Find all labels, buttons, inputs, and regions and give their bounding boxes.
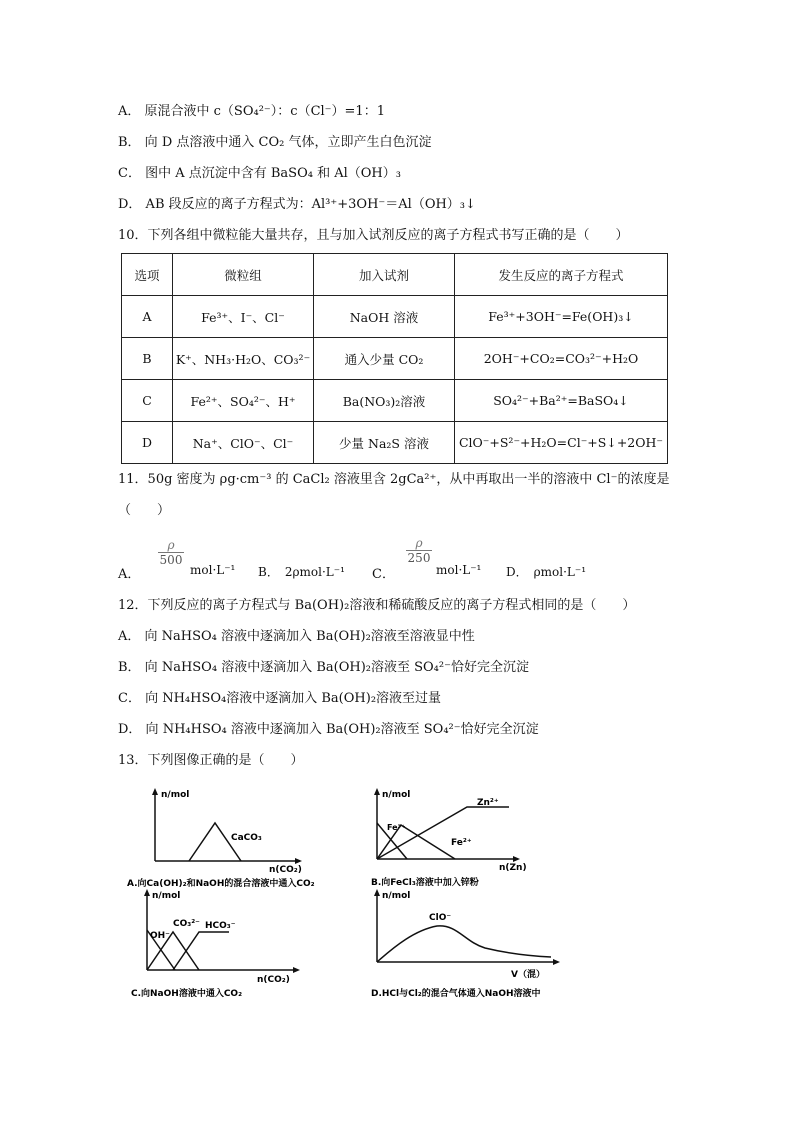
table-cell: Fe³⁺、I⁻、Cl⁻ — [173, 296, 314, 338]
table-cell: Ba(NO₃)₂溶液 — [314, 380, 455, 422]
x-axis-label: n(CO₂) — [257, 975, 290, 985]
fraction-numerator: ρ — [167, 538, 175, 552]
q9-option-b: B． 向 D 点溶液中通入 CO₂ 气体，立即产生白色沉淀 — [118, 135, 432, 150]
q11-stem: 11．50g 密度为 ρg·cm⁻³ 的 CaCl₂ 溶液里含 2gCa²⁺，从中再取出一半的溶液中 Cl⁻的浓度是 — [118, 472, 670, 487]
q11-option-a-unit: mol·L⁻¹ — [190, 563, 236, 577]
x-axis-arrow — [513, 856, 520, 862]
graph-d — [365, 886, 610, 1001]
series-label-fe2: Fe²⁺ — [451, 838, 472, 848]
y-axis-arrow — [152, 788, 158, 795]
graph-c-caption: C.向NaOH溶液中通入CO₂ — [131, 989, 243, 999]
table-header: 加入试剂 — [314, 254, 455, 296]
y-axis-label: n/mol — [152, 891, 181, 901]
fraction-denominator: 250 — [407, 551, 431, 565]
table-cell: ClO⁻+S²⁻+H₂O=Cl⁻+S↓+2OH⁻ — [455, 422, 668, 464]
q10-stem: 10．下列各组中微粒能大量共存，且与加入试剂反应的离子方程式书写正确的是（ ） — [118, 228, 629, 243]
table-header: 发生反应的离子方程式 — [455, 254, 668, 296]
x-axis-label: V（混） — [511, 970, 545, 980]
q12-option-a: A． 向 NaHSO₄ 溶液中逐滴加入 Ba(OH)₂溶液至溶液显中性 — [118, 629, 475, 644]
series-label-oh: OH⁻ — [150, 931, 170, 941]
table-cell: K⁺、NH₃·H₂O、CO₃²⁻ — [173, 338, 314, 380]
table-cell: Fe²⁺、SO₄²⁻、H⁺ — [173, 380, 314, 422]
series-label-clo: ClO⁻ — [429, 913, 452, 923]
graph-d-caption: D.HCl与Cl₂的混合气体通入NaOH溶液中 — [371, 989, 541, 999]
series-label-zn2: Zn²⁺ — [477, 798, 499, 808]
q11-option-c-label: C． — [372, 567, 395, 582]
table-cell: 少量 Na₂S 溶液 — [314, 422, 455, 464]
x-axis-arrow — [293, 967, 300, 973]
y-axis-label: n/mol — [382, 790, 411, 800]
table-cell: D — [122, 422, 173, 464]
y-axis-label: n/mol — [161, 790, 190, 800]
q11-paren: （ ） — [118, 503, 171, 518]
q10-table — [121, 253, 668, 464]
graph-b-caption: B.向FeCl₃溶液中加入锌粉 — [371, 878, 479, 888]
table-row — [122, 338, 668, 380]
q11-option-d: D． ρmol·L⁻¹ — [506, 565, 587, 579]
table-cell: SO₄²⁻+Ba²⁺=BaSO₄↓ — [455, 380, 668, 422]
x-axis-label: n(CO₂) — [269, 865, 302, 875]
table-row — [122, 380, 668, 422]
y-axis-label: n/mol — [382, 891, 411, 901]
graph-c — [125, 886, 360, 1001]
table-row — [122, 296, 668, 338]
table-cell: A — [122, 296, 173, 338]
series-line-hco3 — [173, 932, 229, 970]
table-cell: Fe³⁺+3OH⁻=Fe(OH)₃↓ — [455, 296, 668, 338]
x-axis-arrow — [295, 858, 302, 864]
q11-option-c-unit: mol·L⁻¹ — [436, 563, 482, 577]
table-header: 选项 — [122, 254, 173, 296]
series-label-co3: CO₃²⁻ — [173, 919, 200, 929]
graph-a — [125, 785, 360, 890]
q12-option-d: D． 向 NH₄HSO₄ 溶液中逐滴加入 Ba(OH)₂溶液至 SO₄²⁻恰好完全沉淀 — [118, 722, 539, 737]
x-axis-arrow — [553, 959, 560, 965]
graph-b — [365, 785, 575, 890]
table-header-row — [122, 254, 668, 296]
y-axis-arrow — [144, 889, 150, 896]
y-axis-arrow — [374, 889, 380, 896]
q11-option-a-label: A． — [118, 567, 141, 582]
table-cell: C — [122, 380, 173, 422]
series-label-caco3: CaCO₃ — [231, 833, 262, 843]
table-row — [122, 422, 668, 464]
table-cell: 2OH⁻+CO₂=CO₃²⁻+H₂O — [455, 338, 668, 380]
series-label-fe3: Fe³⁺ — [387, 823, 406, 832]
q12-option-b: B． 向 NaHSO₄ 溶液中逐滴加入 Ba(OH)₂溶液至 SO₄²⁻恰好完全沉淀 — [118, 660, 529, 675]
q12-stem: 12．下列反应的离子方程式与 Ba(OH)₂溶液和稀硫酸反应的离子方程式相同的是（ ） — [118, 598, 636, 613]
q11-option-a-fraction — [158, 538, 184, 567]
table-cell: Na⁺、ClO⁻、Cl⁻ — [173, 422, 314, 464]
q12-option-c: C． 向 NH₄HSO₄溶液中逐滴加入 Ba(OH)₂溶液至过量 — [118, 691, 442, 706]
q11-option-c-fraction — [406, 536, 432, 565]
series-line-clo — [377, 926, 551, 962]
series-label-hco3: HCO₃⁻ — [205, 921, 236, 931]
q13-stem: 13．下列图像正确的是（ ） — [118, 753, 304, 768]
table-cell: B — [122, 338, 173, 380]
q9-option-a: A． 原混合液中 c（SO₄²⁻）：c（Cl⁻）=1：1 — [118, 104, 385, 119]
fraction-numerator: ρ — [415, 536, 423, 550]
table-header: 微粒组 — [173, 254, 314, 296]
q11-option-b: B． 2ρmol·L⁻¹ — [258, 565, 345, 579]
x-axis-label: n(Zn) — [499, 863, 527, 873]
table-cell: 通入少量 CO₂ — [314, 338, 455, 380]
graph-a-caption: A.向Ca(OH)₂和NaOH的混合溶液中通入CO₂ — [127, 879, 315, 889]
q9-option-d: D． AB 段反应的离子方程式为：Al³⁺+3OH⁻＝Al（OH）₃↓ — [118, 197, 476, 212]
fraction-denominator: 500 — [159, 553, 183, 567]
q9-option-c: C． 图中 A 点沉淀中含有 BaSO₄ 和 Al（OH）₃ — [118, 166, 401, 181]
table-cell: NaOH 溶液 — [314, 296, 455, 338]
y-axis-arrow — [374, 788, 380, 795]
